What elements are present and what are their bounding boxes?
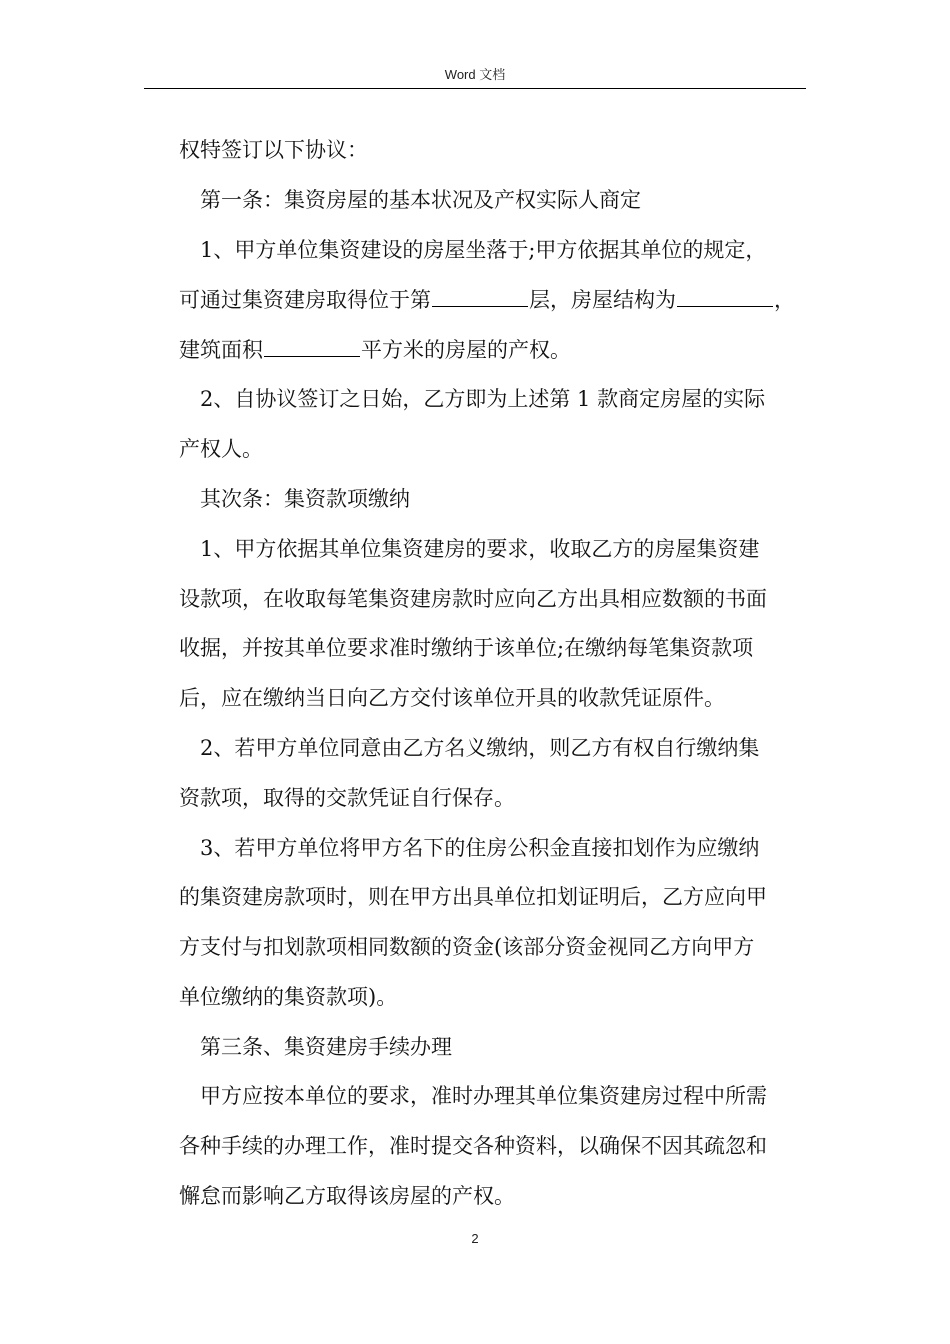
body-line: 2、自协议签订之日始，乙方即为上述第 1 款商定房屋的实际 bbox=[200, 387, 766, 411]
page-header-title: Word 文档 bbox=[444, 67, 506, 82]
body-text: ， bbox=[774, 288, 795, 312]
body-line: 2、若甲方单位同意由乙方名义缴纳，则乙方有权自行缴纳集 bbox=[200, 736, 760, 760]
body-text: 建筑面积 bbox=[179, 338, 263, 362]
body-line: 设款项，在收取每笔集资建房款时应向乙方出具相应数额的书面 bbox=[179, 587, 767, 611]
body-line: 权特签订以下协议： bbox=[179, 138, 368, 162]
fill-in-blank bbox=[432, 287, 528, 307]
body-line: 1、甲方依据其单位集资建房的要求，收取乙方的房屋集资建 bbox=[200, 537, 760, 561]
body-line: 方支付与扣划款项相同数额的资金(该部分资金视同乙方向甲方 bbox=[179, 935, 755, 959]
body-text: 层，房屋结构为 bbox=[529, 288, 676, 312]
fill-in-blank bbox=[264, 337, 360, 357]
section-heading: 其次条：集资款项缴纳 bbox=[200, 487, 410, 511]
body-line: 甲方应按本单位的要求，准时办理其单位集资建房过程中所需 bbox=[200, 1084, 767, 1108]
body-line: 资款项，取得的交款凭证自行保存。 bbox=[179, 786, 515, 810]
body-line: 3、若甲方单位将甲方名下的住房公积金直接扣划作为应缴纳 bbox=[200, 836, 760, 860]
body-line: 1、甲方单位集资建设的房屋坐落于;甲方依据其单位的规定， bbox=[200, 238, 767, 262]
body-line: 收据，并按其单位要求准时缴纳于该单位;在缴纳每笔集资款项 bbox=[179, 636, 754, 660]
page-number: 2 bbox=[471, 1231, 479, 1246]
body-line: 各种手续的办理工作，准时提交各种资料，以确保不因其疏忽和 bbox=[179, 1134, 767, 1158]
fill-in-blank bbox=[677, 287, 773, 307]
body-line: 的集资建房款项时，则在甲方出具单位扣划证明后，乙方应向甲 bbox=[179, 885, 767, 909]
body-line: 产权人。 bbox=[179, 437, 263, 461]
body-text: 可通过集资建房取得位于第 bbox=[179, 288, 431, 312]
section-heading: 第一条：集资房屋的基本状况及产权实际人商定 bbox=[200, 188, 641, 212]
body-line-with-blanks bbox=[179, 275, 795, 325]
body-text: 平方米的房屋的产权。 bbox=[361, 338, 571, 362]
body-line: 单位缴纳的集资款项)。 bbox=[179, 985, 398, 1009]
body-line: 懈怠而影响乙方取得该房屋的产权。 bbox=[179, 1184, 515, 1208]
body-line-with-blanks bbox=[179, 325, 571, 375]
body-line: 后，应在缴纳当日向乙方交付该单位开具的收款凭证原件。 bbox=[179, 686, 725, 710]
section-heading: 第三条、集资建房手续办理 bbox=[200, 1035, 452, 1059]
